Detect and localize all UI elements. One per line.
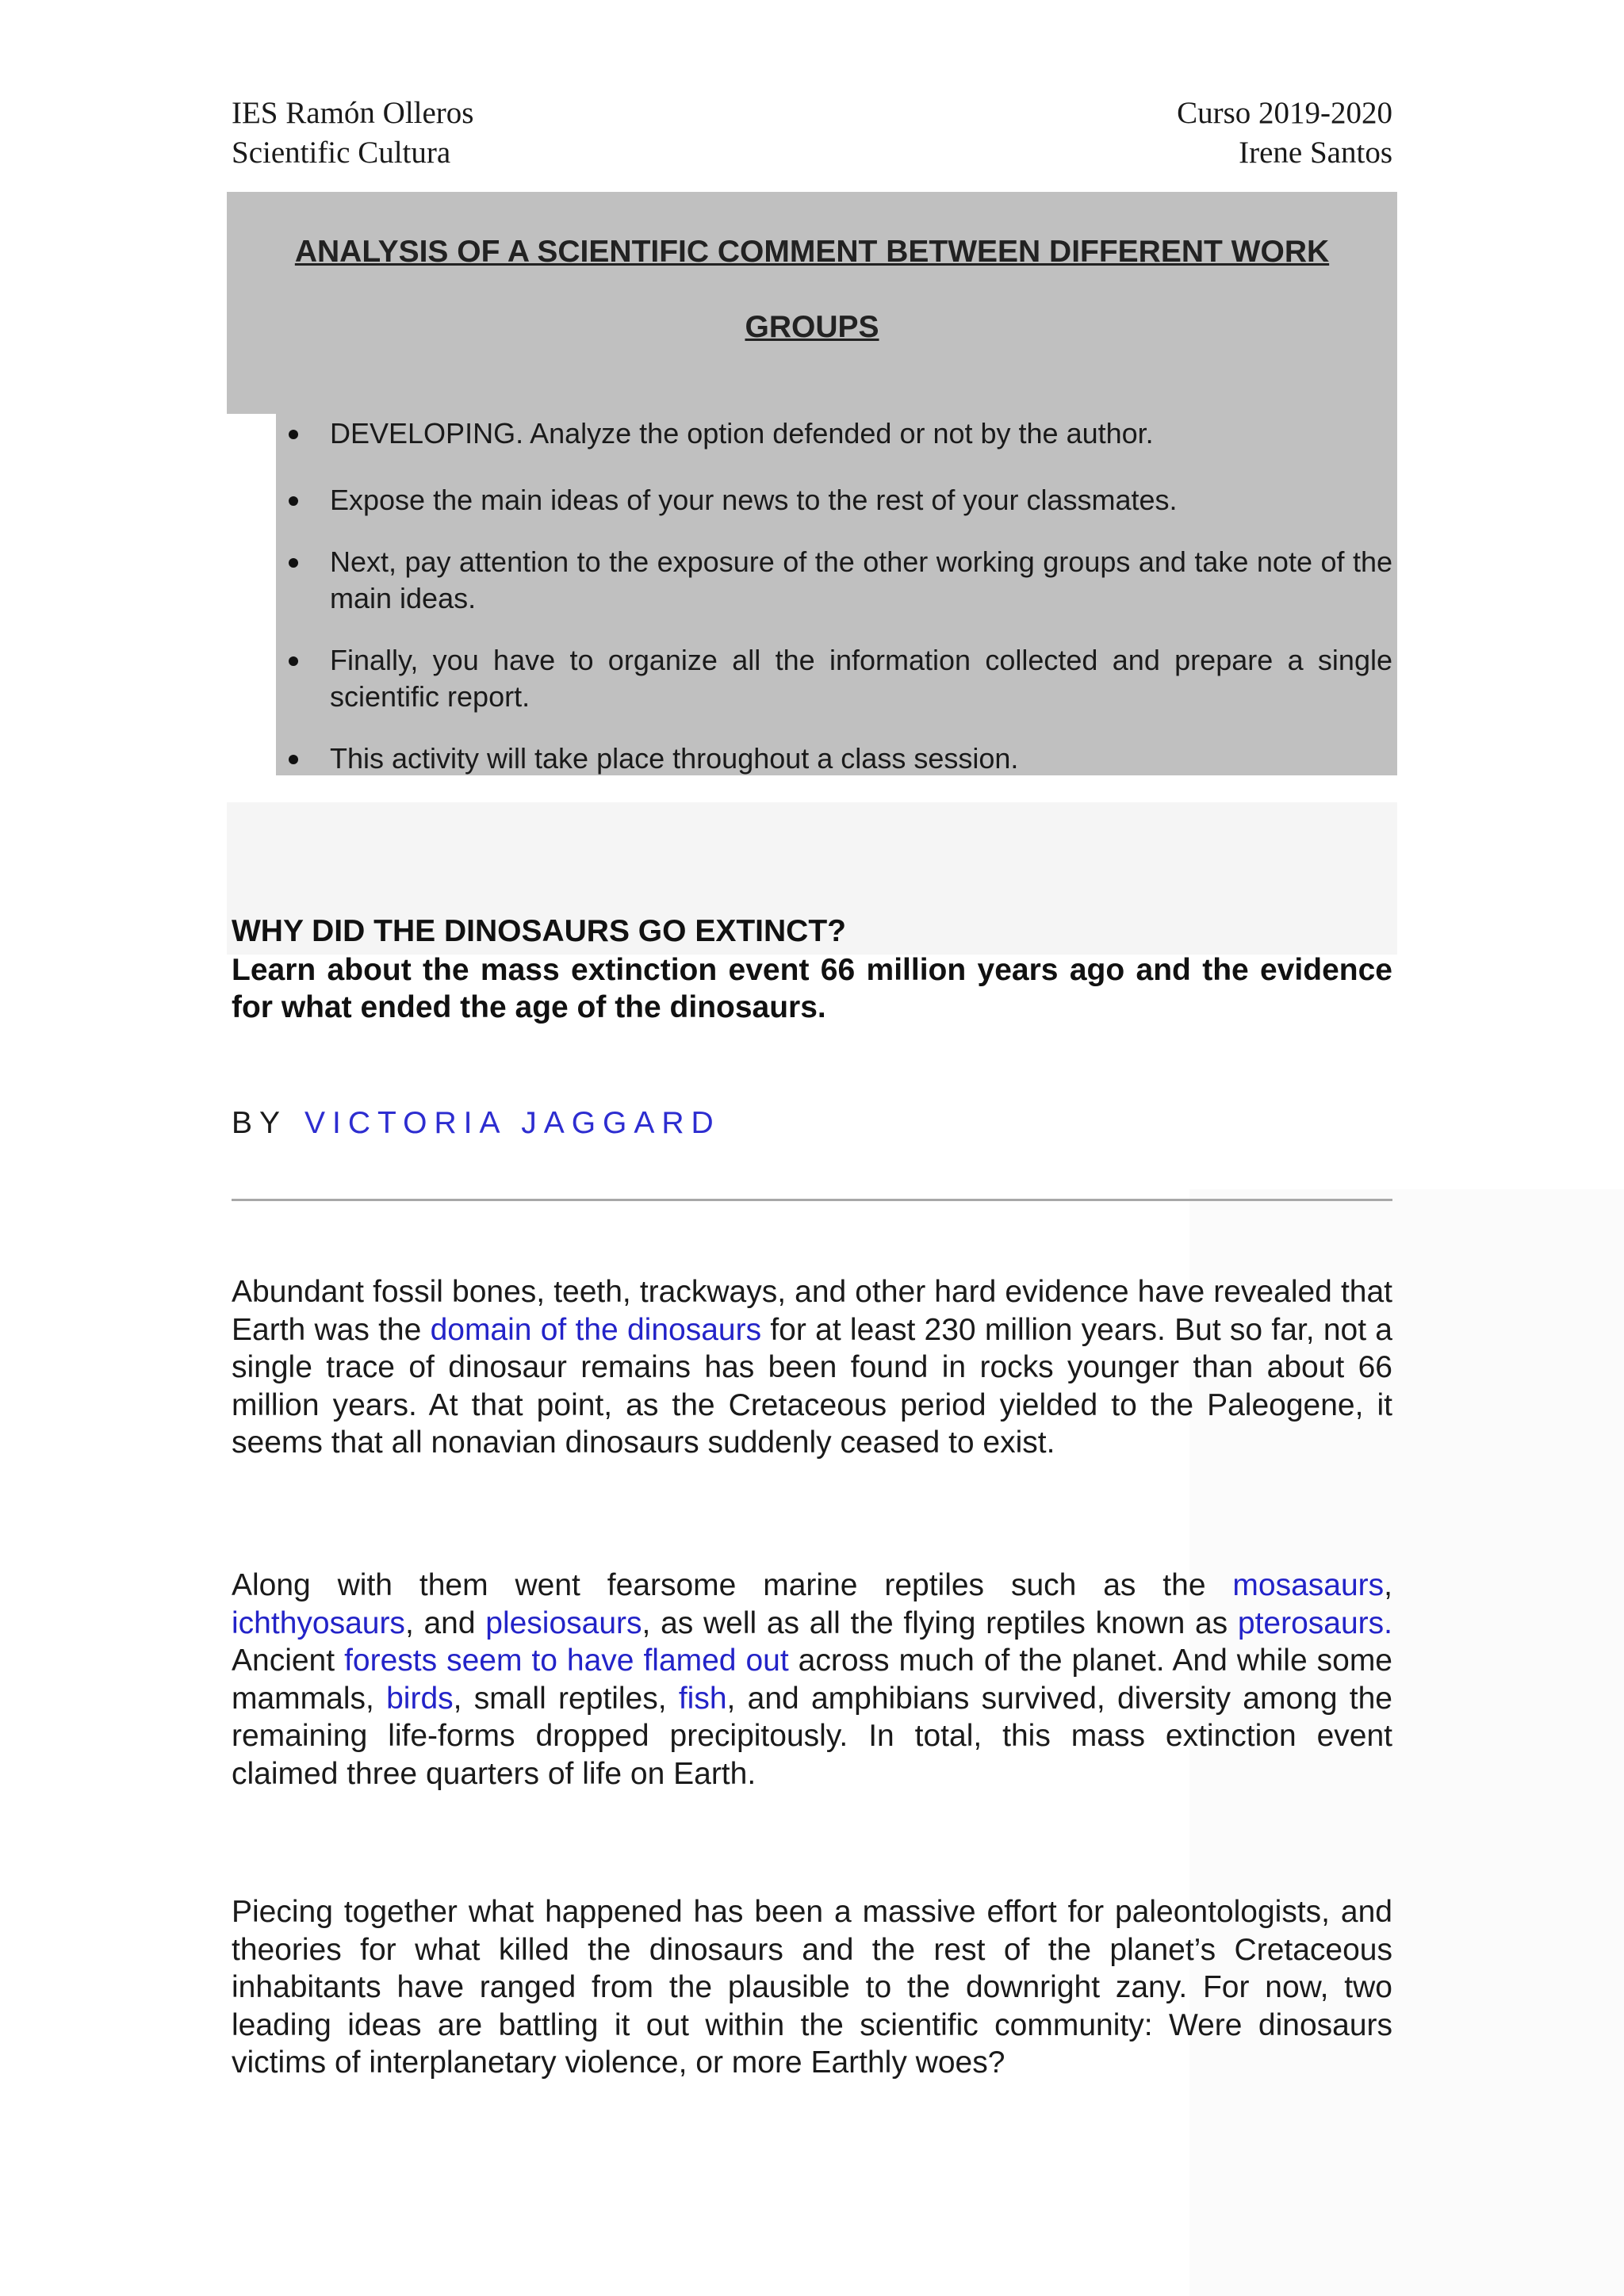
instruction-item: Finally, you have to organize all the information collected and prepare a single scientific report. bbox=[276, 642, 1392, 715]
course-year: Curso 2019-2020 bbox=[1177, 96, 1392, 130]
text: Ancient bbox=[232, 1644, 345, 1678]
text: Abundant fossil bones, teeth, trackways, and other hard evidence have revealed that Earth was the bbox=[232, 1275, 1392, 1347]
instruction-item: Expose the main ideas of your news to the rest of your classmates. bbox=[276, 482, 1392, 519]
byline-prefix: BY bbox=[232, 1106, 288, 1140]
school-name: IES Ramón Olleros bbox=[232, 96, 474, 130]
link-birds[interactable]: birds bbox=[386, 1681, 454, 1716]
assignment-title bbox=[232, 214, 1392, 365]
link-pterosaurs[interactable]: pterosaurs. bbox=[1237, 1605, 1392, 1640]
instruction-item: DEVELOPING. Analyze the option defended or not by the author. bbox=[276, 415, 1392, 452]
article-subtitle: Learn about the mass extinction event 66 million years ago and the evidence for what ended the age of the dinosaurs. bbox=[232, 953, 1392, 1024]
text: for at least 230 million years. But so far, not a single trace of dinosaur remains has been found in rocks younger than about 66 million years. At that point, as the Cretaceous period yielded to the Paleogene, it seems that all nonavian dinosaurs suddenly ceased to exist. bbox=[232, 1312, 1392, 1460]
link-fish[interactable]: fish bbox=[678, 1681, 727, 1716]
assignment-title-line-2: GROUPS bbox=[745, 310, 879, 344]
instruction-list bbox=[276, 415, 1392, 777]
link-domain-of-dinosaurs[interactable]: domain of the dinosaurs bbox=[430, 1312, 762, 1347]
link-mosasaurs[interactable]: mosasaurs bbox=[1232, 1568, 1385, 1602]
author-link[interactable]: VICTORIA JAGGARD bbox=[304, 1106, 721, 1140]
header-right bbox=[1177, 94, 1392, 173]
paragraph-3: Piecing together what happened has been a massive effort for paleontologists, and theories for what killed the dinosaurs and the rest of the planet’s Cretaceous inhabitants have ranged from the plausible to the downright zany. For now, two leading ideas are battling it out within the scientific community: Were dinosaurs victims of interplanetary violence, or more Earthly woes? bbox=[232, 1895, 1392, 2080]
teacher-name: Irene Santos bbox=[1239, 136, 1392, 170]
subject-name: Scientific Cultura bbox=[232, 136, 451, 170]
link-ichthyosaurs[interactable]: ichthyosaurs bbox=[232, 1605, 405, 1640]
header-left bbox=[232, 94, 473, 173]
byline bbox=[232, 1104, 721, 1143]
paragraph-1 bbox=[232, 1273, 1392, 1462]
text: , and amphibians survived, diversity among the remaining life-forms dropped precipitously. In total, this mass extinction event claimed three quarters of life on Earth. bbox=[232, 1681, 1392, 1791]
text: , bbox=[1384, 1568, 1392, 1602]
paragraph-2 bbox=[232, 1567, 1392, 1793]
text: , small reptiles, bbox=[453, 1681, 679, 1716]
instruction-item: Next, pay attention to the exposure of the other working groups and take note of the main ideas. bbox=[276, 544, 1392, 617]
instruction-item: This activity will take place throughout a class session. bbox=[276, 740, 1392, 777]
divider-rule bbox=[232, 1199, 1392, 1201]
text: Along with them went fearsome marine reptiles such as the bbox=[232, 1568, 1233, 1602]
assignment-title-line-1: ANALYSIS OF A SCIENTIFIC COMMENT BETWEEN DIFFERENT WORK bbox=[294, 235, 1330, 269]
text: , and bbox=[404, 1605, 486, 1640]
link-forests-flamed-out[interactable]: forests seem to have flamed out bbox=[344, 1644, 789, 1678]
text: , as well as all the flying reptiles known as bbox=[642, 1605, 1238, 1640]
link-plesiosaurs[interactable]: plesiosaurs bbox=[485, 1605, 642, 1640]
text: across much of the planet. And while some mammals, bbox=[232, 1644, 1392, 1716]
article-title: WHY DID THE DINOSAURS GO EXTINCT? bbox=[232, 914, 846, 948]
